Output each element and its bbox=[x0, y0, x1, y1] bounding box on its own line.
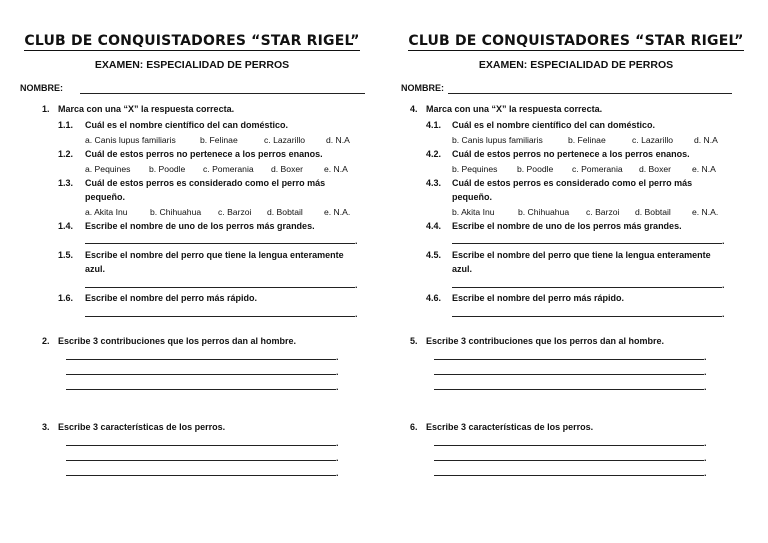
answer-line-dot: . bbox=[704, 453, 707, 463]
club-title: CLUB DE CONQUISTADORES “STAR RIGEL” bbox=[24, 33, 360, 49]
option[interactable]: b. Felinae bbox=[200, 135, 238, 145]
answer-line-dot: . bbox=[336, 382, 339, 392]
question-text: Escribe el nombre de uno de los perros más grandes. bbox=[452, 221, 682, 231]
option[interactable]: a. Akita Inu bbox=[85, 207, 128, 217]
question-number: 1. bbox=[42, 104, 50, 114]
option[interactable]: d. Boxer bbox=[639, 164, 672, 174]
question-number: 4.1. bbox=[426, 120, 442, 130]
question-text: Escribe 3 contribuciones que los perros dan al hombre. bbox=[58, 336, 297, 346]
option[interactable]: c. Barzoi bbox=[218, 207, 252, 217]
question-text: Escribe el nombre del perro que tiene la lengua enteramente bbox=[85, 250, 344, 260]
answer-line[interactable] bbox=[85, 287, 355, 288]
answer-line-dot: . bbox=[355, 309, 358, 319]
answer-line-dot: . bbox=[704, 367, 707, 377]
answer-line-dot: . bbox=[704, 352, 707, 362]
question-text: Cuál de estos perros es considerado como el perro más bbox=[85, 178, 326, 188]
question-text: Escribe 3 características de los perros. bbox=[426, 422, 594, 432]
question-number: 2. bbox=[42, 336, 50, 346]
question-text: Marca con una “X” la respuesta correcta. bbox=[426, 104, 603, 114]
question-number: 1.1. bbox=[58, 120, 74, 130]
answer-line[interactable] bbox=[434, 460, 704, 461]
nombre-field[interactable] bbox=[80, 93, 365, 94]
option[interactable]: c. Pomerania bbox=[572, 164, 623, 174]
answer-line-dot: . bbox=[722, 309, 725, 319]
option[interactable]: b. Chihuahua bbox=[150, 207, 202, 217]
question-number: 4. bbox=[410, 104, 418, 114]
answer-line[interactable] bbox=[434, 374, 704, 375]
answer-line-dot: . bbox=[336, 468, 339, 478]
question-text: Escribe el nombre de uno de los perros más grandes. bbox=[85, 221, 315, 231]
question-text: Cuál es el nombre científico del can doméstico. bbox=[85, 120, 289, 130]
question-text: Escribe 3 características de los perros. bbox=[58, 422, 226, 432]
answer-line-dot: . bbox=[355, 280, 358, 290]
answer-line-dot: . bbox=[704, 438, 707, 448]
answer-line-dot: . bbox=[722, 280, 725, 290]
question-text: Cuál de estos perros es considerado como el perro más bbox=[452, 178, 693, 188]
question-text: pequeño. bbox=[85, 192, 125, 202]
answer-line[interactable] bbox=[66, 374, 336, 375]
answer-line[interactable] bbox=[85, 243, 355, 244]
option[interactable]: a. Canis lupus familiaris bbox=[85, 135, 176, 145]
option[interactable]: d. N.A bbox=[326, 135, 350, 145]
answer-line-dot: . bbox=[336, 453, 339, 463]
answer-line[interactable] bbox=[66, 475, 336, 476]
question-text: Marca con una “X” la respuesta correcta. bbox=[58, 104, 235, 114]
club-title: CLUB DE CONQUISTADORES “STAR RIGEL” bbox=[408, 33, 744, 49]
answer-line-dot: . bbox=[336, 438, 339, 448]
answer-line[interactable] bbox=[66, 359, 336, 360]
answer-line[interactable] bbox=[66, 389, 336, 390]
question-number: 4.3. bbox=[426, 178, 442, 188]
question-number: 4.4. bbox=[426, 221, 442, 231]
nombre-label: NOMBRE: bbox=[20, 83, 63, 93]
question-text: Escribe 3 contribuciones que los perros dan al hombre. bbox=[426, 336, 665, 346]
option[interactable]: e. N.A. bbox=[692, 207, 719, 217]
question-number: 3. bbox=[42, 422, 50, 432]
question-text: pequeño. bbox=[452, 192, 492, 202]
option[interactable]: d. Bobtail bbox=[635, 207, 671, 217]
exam-title: EXAMEN: ESPECIALIDAD DE PERROS bbox=[478, 59, 674, 71]
option[interactable]: d. Boxer bbox=[271, 164, 304, 174]
option[interactable]: c. Lazarillo bbox=[632, 135, 674, 145]
option[interactable]: b. Poodle bbox=[517, 164, 554, 174]
answer-line-dot: . bbox=[336, 352, 339, 362]
exam-title: EXAMEN: ESPECIALIDAD DE PERROS bbox=[94, 59, 290, 71]
exam-copy-right bbox=[384, 0, 768, 543]
option[interactable]: d. N.A bbox=[694, 135, 718, 145]
option[interactable]: e. N.A bbox=[692, 164, 716, 174]
answer-line[interactable] bbox=[66, 460, 336, 461]
answer-line[interactable] bbox=[66, 445, 336, 446]
option[interactable]: b. Akita Inu bbox=[452, 207, 495, 217]
answer-line[interactable] bbox=[434, 389, 704, 390]
question-text: Cuál de estos perros no pertenece a los perros enanos. bbox=[85, 149, 323, 159]
answer-line-dot: . bbox=[704, 468, 707, 478]
question-number: 1.2. bbox=[58, 149, 74, 159]
answer-line[interactable] bbox=[452, 243, 722, 244]
nombre-field[interactable] bbox=[448, 93, 732, 94]
question-number: 4.6. bbox=[426, 293, 442, 303]
answer-line-dot: . bbox=[355, 236, 358, 246]
nombre-label: NOMBRE: bbox=[401, 83, 444, 93]
answer-line-dot: . bbox=[704, 382, 707, 392]
option[interactable]: b. Pequines bbox=[452, 164, 498, 174]
question-number: 1.4. bbox=[58, 221, 74, 231]
answer-line[interactable] bbox=[452, 287, 722, 288]
option[interactable]: d. Bobtail bbox=[267, 207, 303, 217]
option[interactable]: b. Canis lupus familiaris bbox=[452, 135, 543, 145]
option[interactable]: e. N.A bbox=[324, 164, 348, 174]
option[interactable]: a. Pequines bbox=[85, 164, 131, 174]
answer-line-dot: . bbox=[336, 367, 339, 377]
question-text: azul. bbox=[85, 264, 106, 274]
option[interactable]: e. N.A. bbox=[324, 207, 351, 217]
option[interactable]: b. Felinae bbox=[568, 135, 606, 145]
answer-line[interactable] bbox=[434, 445, 704, 446]
question-text: azul. bbox=[452, 264, 473, 274]
answer-line-dot: . bbox=[722, 236, 725, 246]
question-number: 1.6. bbox=[58, 293, 74, 303]
question-text: Escribe el nombre del perro que tiene la lengua enteramente bbox=[452, 250, 711, 260]
answer-line[interactable] bbox=[452, 316, 722, 317]
question-text: Escribe el nombre del perro más rápido. bbox=[85, 293, 258, 303]
question-text: Cuál es el nombre científico del can doméstico. bbox=[452, 120, 656, 130]
question-number: 5. bbox=[410, 336, 418, 346]
option[interactable]: c. Barzoi bbox=[586, 207, 620, 217]
question-number: 6. bbox=[410, 422, 418, 432]
answer-line[interactable] bbox=[85, 316, 355, 317]
question-text: Cuál de estos perros no pertenece a los perros enanos. bbox=[452, 149, 690, 159]
option[interactable]: c. Pomerania bbox=[203, 164, 254, 174]
question-number: 1.5. bbox=[58, 250, 74, 260]
question-number: 4.2. bbox=[426, 149, 442, 159]
option[interactable]: b. Chihuahua bbox=[518, 207, 570, 217]
question-text: Escribe el nombre del perro más rápido. bbox=[452, 293, 625, 303]
question-number: 4.5. bbox=[426, 250, 442, 260]
option[interactable]: b. Poodle bbox=[149, 164, 186, 174]
question-number: 1.3. bbox=[58, 178, 74, 188]
option[interactable]: c. Lazarillo bbox=[264, 135, 306, 145]
answer-line[interactable] bbox=[434, 359, 704, 360]
answer-line[interactable] bbox=[434, 475, 704, 476]
